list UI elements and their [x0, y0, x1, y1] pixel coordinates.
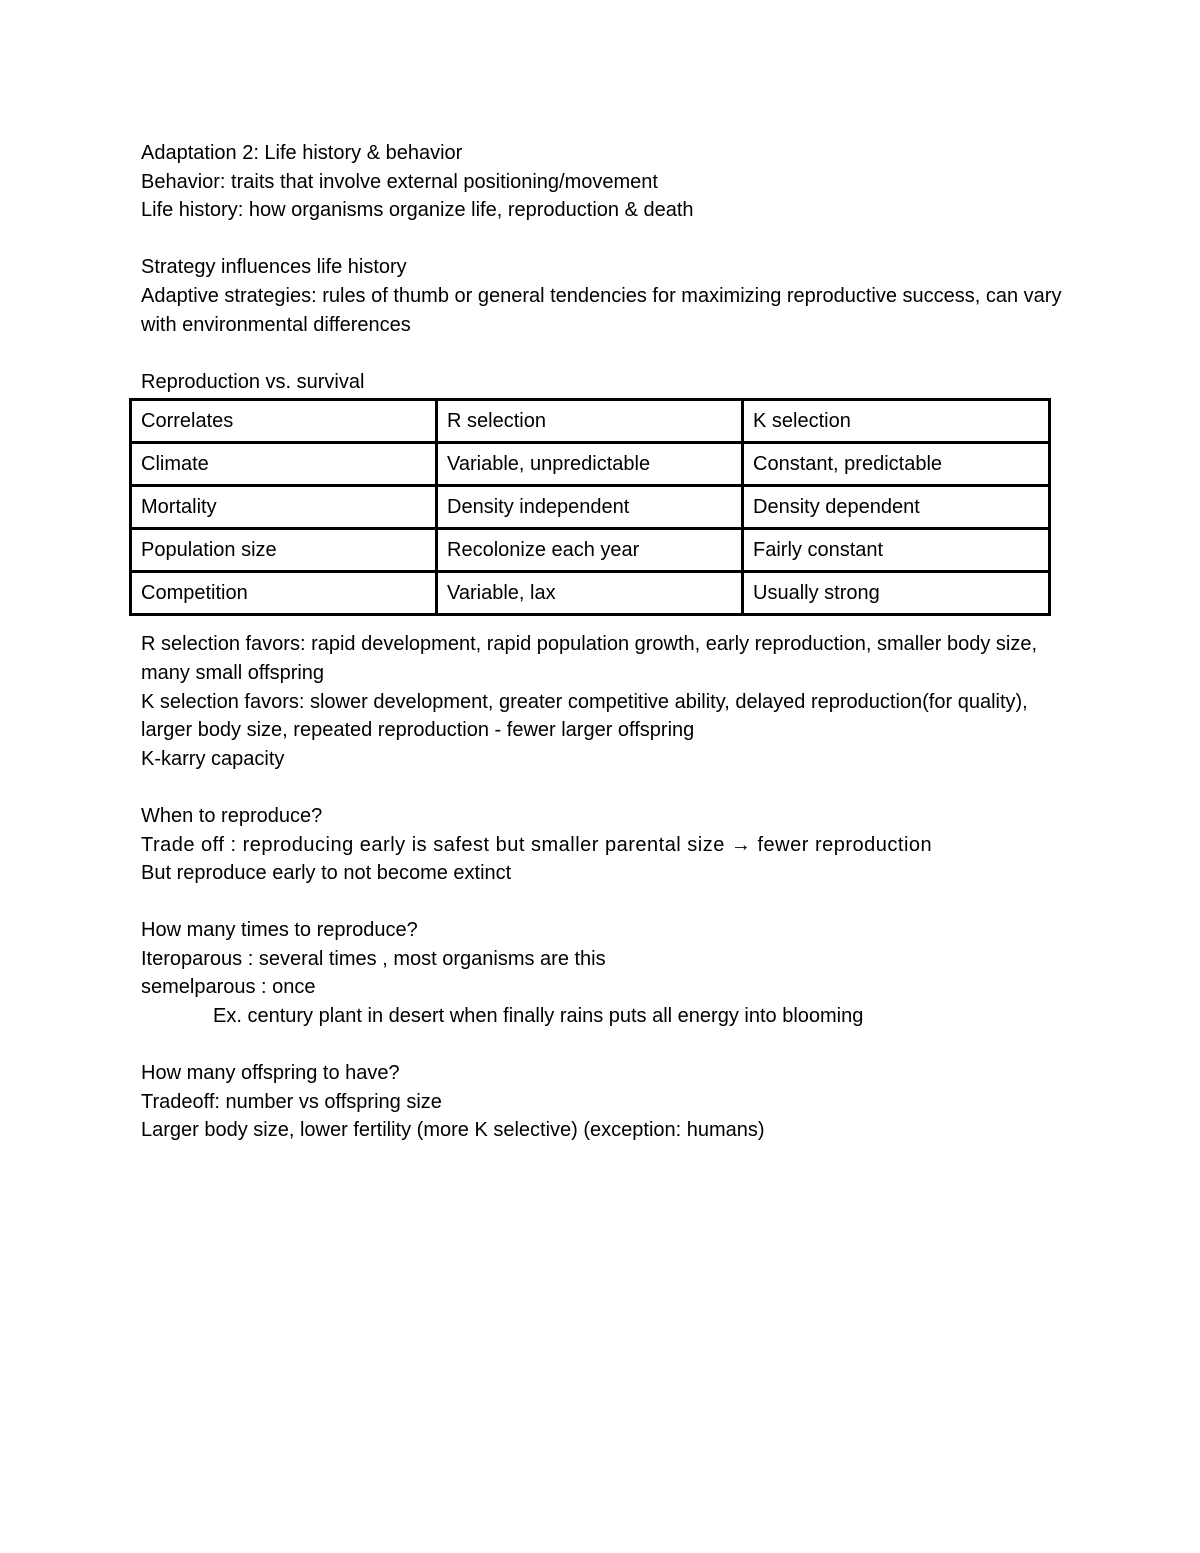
spacer [141, 773, 1081, 802]
table-cell: Density independent [437, 486, 743, 529]
document-title: Adaptation 2: Life history & behavior [141, 142, 463, 164]
table-cell: Recolonize each year [437, 529, 743, 572]
life-history-definition: Life history: how organisms organize life, reproduction & death [141, 199, 694, 222]
table-cell: Climate [131, 443, 437, 486]
tradeoff-number-text: Tradeoff: number vs offspring size [141, 1090, 442, 1113]
table-row [131, 443, 1050, 486]
tradeoff-early-text: Trade off : reproducing early is safest but smaller parental size → fewer reproduction [141, 833, 933, 856]
behavior-definition: Behavior: traits that involve external positioning/movement [141, 170, 658, 193]
table-header-cell: Correlates [131, 400, 437, 443]
spacer [141, 339, 1081, 368]
how-many-times-heading: How many times to reproduce? [141, 919, 418, 942]
table-cell: Density dependent [743, 486, 1050, 529]
strategy-heading: Strategy influences life history [141, 256, 407, 279]
table-row [131, 529, 1050, 572]
repro-vs-survival-heading: Reproduction vs. survival [141, 370, 365, 393]
r-selection-favors-text: R selection favors: rapid development, rapid population growth, early reproduction, smaller body size, many small offspring [141, 633, 1038, 684]
spacer [141, 225, 1081, 254]
table-cell: Usually strong [743, 572, 1050, 615]
table-row [131, 572, 1050, 615]
table-cell: Constant, predictable [743, 443, 1050, 486]
table-header-row [131, 400, 1050, 443]
document-page [141, 139, 1081, 1145]
semelparous-text: semelparous : once [141, 976, 316, 999]
larger-body-text: Larger body size, lower fertility (more K selective) (exception: humans) [141, 1119, 765, 1142]
table-row [131, 486, 1050, 529]
when-to-reproduce-heading: When to reproduce? [141, 804, 323, 827]
r-k-selection-table [129, 398, 1051, 616]
table-header-cell: K selection [743, 400, 1050, 443]
table-cell: Competition [131, 572, 437, 615]
table-cell: Variable, unpredictable [437, 443, 743, 486]
offspring-heading: How many offspring to have? [141, 1062, 400, 1085]
iteroparous-text: Iteroparous : several times , most organisms are this [141, 947, 606, 970]
k-selection-favors-text: K selection favors: slower development, greater competitive ability, delayed reproduction(for quality), larger body size, repeated reproduction - fewer larger offspring [141, 690, 1028, 742]
century-plant-example: Ex. century plant in desert when finally rains puts all energy into blooming [213, 1005, 864, 1028]
table-cell: Population size [131, 529, 437, 572]
adaptive-strategies-text: Adaptive strategies: rules of thumb or general tendencies for maximizing reproductive success, can vary with environmental differences [141, 284, 1062, 336]
table-cell: Mortality [131, 486, 437, 529]
spacer [141, 1031, 1081, 1060]
table-header-cell: R selection [437, 400, 743, 443]
reproduce-early-text: But reproduce early to not become extinct [141, 862, 512, 885]
table-cell: Fairly constant [743, 529, 1050, 572]
k-karry-capacity-text: K-karry capacity [141, 747, 285, 770]
table-cell: Variable, lax [437, 572, 743, 615]
spacer [141, 888, 1081, 917]
